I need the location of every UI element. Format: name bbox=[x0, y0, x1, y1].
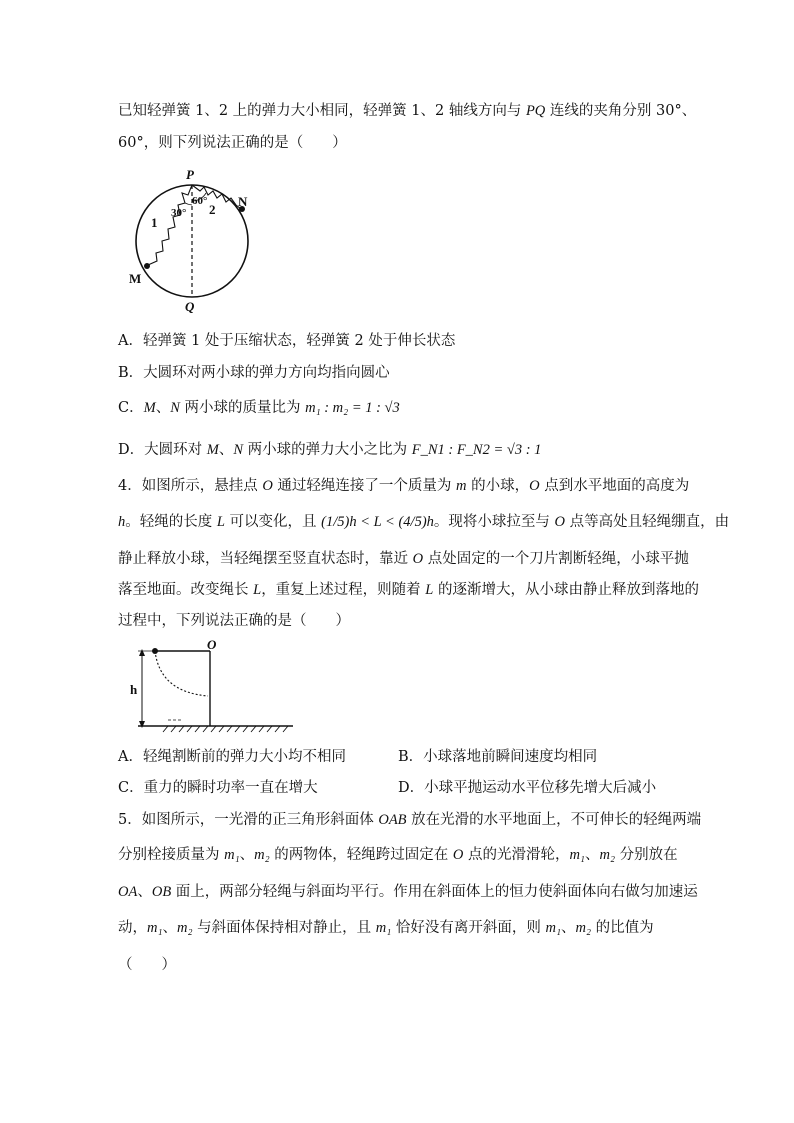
arrow-down bbox=[139, 721, 145, 728]
label-N: N bbox=[238, 194, 248, 209]
q4-option-a: A．轻绳割断前的弹力大小均不相同 bbox=[118, 749, 346, 765]
symbol-m2: m₂ bbox=[599, 847, 615, 863]
ring-spring-figure bbox=[125, 165, 265, 315]
symbol-m1: m₁ bbox=[569, 847, 585, 863]
q4-line4 bbox=[118, 580, 699, 600]
label-spring-2: 2 bbox=[209, 202, 216, 217]
q4-text: 4．如图所示，悬挂点 bbox=[118, 478, 263, 494]
separator: 、 bbox=[584, 847, 600, 863]
symbol-O: O bbox=[262, 478, 273, 494]
symbol-O: O bbox=[554, 514, 565, 530]
q4-text: 点处固定的一个刀片割断轻绳，小球平抛 bbox=[423, 551, 689, 567]
q5-text: 5．如图所示，一光滑的正三角形斜面体 bbox=[118, 812, 379, 828]
q4-line3 bbox=[118, 549, 689, 569]
q5-text: 动， bbox=[118, 920, 147, 936]
label-angle-60: 60° bbox=[192, 195, 208, 207]
q5-text: 点的光滑滑轮， bbox=[463, 847, 570, 863]
q4-line1 bbox=[118, 476, 689, 496]
label-angle-30: 30° bbox=[171, 207, 187, 219]
angle-30-arc bbox=[185, 203, 192, 205]
q4-line2 bbox=[118, 512, 729, 532]
q5-line4 bbox=[118, 918, 654, 938]
q5-line1 bbox=[118, 810, 701, 830]
option-text: 两小球的弹力大小之比为 bbox=[243, 442, 412, 458]
symbol-L: L bbox=[253, 582, 262, 598]
option-letter: C． bbox=[118, 400, 144, 416]
label-P: P bbox=[186, 167, 194, 182]
q4-text: 静止释放小球，当轻绳摆至竖直状态时，靠近 bbox=[118, 551, 413, 567]
q3-option-d bbox=[118, 440, 541, 460]
q4-text: 点等高处且轻绳绷直，由 bbox=[565, 514, 730, 530]
symbol-L: L bbox=[216, 514, 225, 530]
q5-text: 的两物体，轻绳跨过固定在 bbox=[269, 847, 453, 863]
q3-stem-text: 连线的夹角分别 30°、 bbox=[545, 103, 697, 119]
q3-option-c bbox=[118, 398, 400, 418]
q5-line3 bbox=[118, 882, 698, 902]
q4-text: 通过轻绳连接了一个质量为 bbox=[272, 478, 457, 494]
symbol-m1: m₁ bbox=[545, 920, 561, 936]
symbol-m1: m₁ bbox=[375, 920, 392, 936]
q5-text: 面上，两部分轻绳与斜面均平行。作用在斜面体上的恒力使斜面体向右做匀加速运 bbox=[171, 884, 698, 900]
q4-option-c: C．重力的瞬时功率一直在增大 bbox=[118, 780, 318, 796]
symbol-M: M bbox=[143, 400, 156, 416]
label-M: M bbox=[129, 271, 142, 286]
q4-text: 落至地面。改变绳长 bbox=[118, 582, 254, 598]
symbol-OAB: OAB bbox=[378, 812, 407, 828]
q3-option-a: A．轻弹簧 1 处于压缩状态，轻弹簧 2 处于伸长状态 bbox=[118, 333, 456, 349]
q4-option-d: D．小球平抛运动水平位移先增大后减小 bbox=[398, 780, 657, 796]
swing-path bbox=[155, 651, 208, 696]
q3-stem-text: 已知轻弹簧 1、2 上的弹力大小相同，轻弹簧 1、2 轴线方向与 bbox=[118, 103, 526, 119]
separator: 、 bbox=[561, 920, 576, 936]
q4-text: 的逐渐增大，从小球由静止释放到落地的 bbox=[433, 582, 699, 598]
symbol-M: M bbox=[206, 442, 219, 458]
q4-text: ，重复上述过程，则随着 bbox=[261, 582, 426, 598]
option-text: D．大圆环对 bbox=[118, 442, 207, 458]
q3-option-b: B．大圆环对两小球的弹力方向均指向圆心 bbox=[118, 365, 390, 381]
symbol-N: N bbox=[170, 400, 180, 416]
mass-ratio-formula: m₁ : m₂ = 1 : √3 bbox=[305, 400, 400, 416]
q5-text: 分别栓接质量为 bbox=[118, 847, 225, 863]
label-O: O bbox=[207, 640, 217, 652]
q5-text: 的比值为 bbox=[591, 920, 654, 936]
q5-line2 bbox=[118, 845, 678, 865]
symbol-m: m bbox=[456, 478, 467, 494]
length-range-formula: (1/5)h < L < (4/5)h bbox=[321, 514, 434, 530]
q5-text: 恰好没有离开斜面，则 bbox=[391, 920, 546, 936]
ball-M bbox=[144, 263, 150, 269]
option-text: 两小球的质量比为 bbox=[179, 400, 306, 416]
separator: 、 bbox=[239, 847, 255, 863]
q3-stem-line1 bbox=[118, 101, 696, 121]
pq-symbol: PQ bbox=[525, 103, 546, 119]
separator: 、 bbox=[155, 400, 171, 416]
q4-text: 点到水平地面的高度为 bbox=[539, 478, 690, 494]
pendulum-figure bbox=[128, 640, 303, 735]
q4-text: 的小球， bbox=[466, 478, 530, 494]
separator: 、 bbox=[162, 920, 178, 936]
symbol-m1: m₁ bbox=[224, 847, 240, 863]
symbol-m2: m₂ bbox=[575, 920, 592, 936]
q5-line5: （ ） bbox=[118, 957, 176, 973]
symbol-m1: m₁ bbox=[147, 920, 163, 936]
q5-text: 放在光滑的水平地面上，不可伸长的轻绳两端 bbox=[406, 812, 702, 828]
label-Q: Q bbox=[185, 299, 195, 314]
label-h: h bbox=[130, 682, 138, 697]
separator: 、 bbox=[218, 442, 234, 458]
q5-text: 与斜面体保持相对静止，且 bbox=[192, 920, 376, 936]
q4-options-row1 bbox=[118, 747, 346, 767]
symbol-O: O bbox=[452, 847, 464, 863]
symbol-OB: OB bbox=[151, 884, 172, 900]
q4-option-b: B．小球落地前瞬间速度均相同 bbox=[398, 749, 598, 765]
symbol-m2: m₂ bbox=[254, 847, 270, 863]
q4-line5: 过程中，下列说法正确的是（ ） bbox=[118, 613, 350, 629]
force-ratio-formula: F_N1 : F_N2 = √3 : 1 bbox=[411, 442, 542, 458]
symbol-L: L bbox=[425, 582, 434, 598]
q4-text: 可以变化，且 bbox=[224, 514, 322, 530]
symbol-h: h bbox=[118, 514, 126, 530]
q4-text: 。轻绳的长度 bbox=[125, 514, 217, 530]
symbol-O: O bbox=[412, 551, 424, 567]
label-spring-1: 1 bbox=[151, 215, 158, 230]
q4-text: 。现将小球拉至与 bbox=[433, 514, 555, 530]
symbol-O: O bbox=[529, 478, 540, 494]
arrow-up bbox=[139, 649, 145, 656]
symbol-OA: OA bbox=[118, 884, 138, 900]
symbol-m2: m₂ bbox=[177, 920, 193, 936]
q3-stem-line2: 60°，则下列说法正确的是（ ） bbox=[118, 135, 347, 151]
q5-text: 分别放在 bbox=[614, 847, 678, 863]
symbol-N: N bbox=[233, 442, 243, 458]
separator: 、 bbox=[137, 884, 152, 900]
ground-hatching bbox=[163, 726, 288, 732]
